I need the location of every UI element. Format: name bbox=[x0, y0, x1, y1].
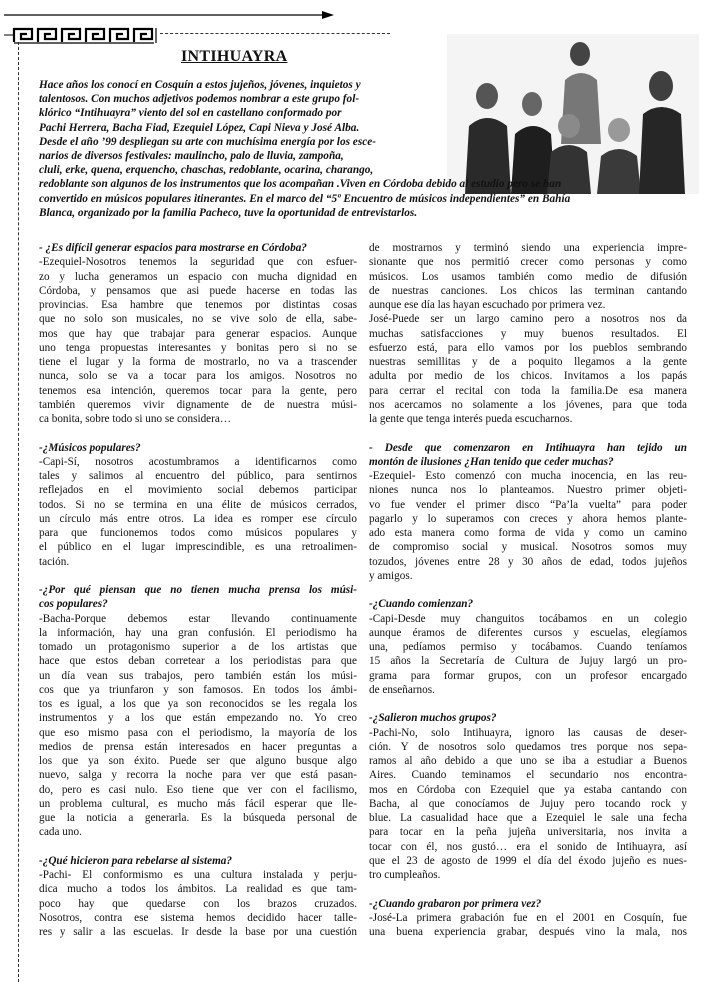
intro-line: redoblante son algunos de los instrumentos que los acompañan .Viven en Córdoba debido al estudio pero se han bbox=[39, 178, 562, 191]
question-line: cos populares? bbox=[39, 598, 108, 611]
answer-line: de enseñarnos. bbox=[369, 683, 435, 696]
answer-line: tación. bbox=[39, 555, 70, 568]
answer-line: de compromiso social y musical. Nosotros somos muy bbox=[369, 541, 687, 554]
question-line: -¿Cuando grabaron por primera vez? bbox=[369, 897, 542, 910]
answer-line: uno tenga propuestas interesantes y bonitas pero si no se bbox=[39, 341, 357, 354]
paragraph-gap bbox=[369, 882, 687, 896]
question-line: -¿Músicos populares? bbox=[39, 441, 141, 454]
answer-line: blue. La casualidad hace que a Ezequiel le sale una fecha bbox=[369, 812, 687, 824]
answer-line: res y salir a las escuelas. Ir desde la base por una cuestión bbox=[39, 926, 357, 938]
answer-line: mos que hay que trabajar para generar espacios. Aunque bbox=[39, 327, 357, 340]
question-line: -¿Salieron muchos grupos? bbox=[369, 712, 497, 725]
answer-line: ado esta manera como forma de vida y como un camino bbox=[369, 527, 687, 539]
answer-line: que no solo son musicales, no se vive solo de ella, sabe- bbox=[39, 313, 357, 326]
paragraph-gap bbox=[39, 426, 357, 440]
answer-line: esfuerzo está, para ello vamos por los pueblos sembrando bbox=[369, 341, 687, 354]
answer-line: zo y lucha generamos un espacio con mucha dignidad en bbox=[39, 270, 357, 283]
answer-line: reflejados en el movimiento social debemos participar bbox=[39, 484, 357, 497]
answer-line: una buena experiencia grabar, después vino la mala, nos bbox=[369, 926, 687, 938]
paragraph-gap bbox=[39, 840, 357, 854]
answer-line: tro cumpleaños. bbox=[369, 869, 441, 881]
answer-line: José-Puede ser un largo camino pero a nosotros nos da bbox=[369, 313, 687, 326]
answer-line: para cerrar el recital con toda la familia.De esa manera bbox=[369, 384, 687, 397]
answer-line: -Pachi- El conformismo es una cultura instalada y perju- bbox=[39, 869, 357, 881]
answer-line: tozudos, jóvenes entre 28 y 30 años de edad, todos jujeños bbox=[369, 555, 687, 568]
answer-line: aunque éramos de diferentes cursos y escuelas, elegíamos bbox=[369, 626, 687, 639]
dashed-rule bbox=[160, 33, 390, 34]
answer-line: vo fue vender el primer disco “Pa’la vuelta” para poder bbox=[369, 498, 687, 511]
intro-line: cluli, erke, quena, erquencho, chaschas, redoblante, ocarina, charango, bbox=[39, 164, 374, 177]
question-line: - ¿Es difícil generar espacios para mostrarse en Córdoba? bbox=[39, 242, 307, 254]
answer-line: tomado un protagonismo superior a de los artistas que bbox=[39, 641, 357, 653]
answer-line: un día vean sus trabajos, pero también están los músi- bbox=[39, 669, 357, 682]
answer-line: muchas satisfacciones y muy buenos resultados. El bbox=[369, 327, 687, 340]
answer-line: tos es igual, a los que ya son reconocidos se les regala los bbox=[39, 698, 357, 710]
answer-line: sionante que nos permitió crecer como personas y como bbox=[369, 256, 687, 269]
answer-line: para tocar en la peña jujeña universitaria, nos invita a bbox=[369, 826, 687, 839]
answer-line: -Ezequiel-Nosotros tenemos la seguridad que con esfuer- bbox=[39, 256, 357, 269]
intro-line: Blanca, organizado por la familia Pacheco, tuve la oportunidad de entrevistarlos. bbox=[39, 206, 418, 219]
answer-line: de nuestras canciones. Los chicos las terminan cantando bbox=[369, 284, 687, 297]
answer-line: ramos al año debido a que uno se iba a estudiar a Buenos bbox=[369, 755, 687, 767]
answer-line: cos que ya triunfaron y son famosos. En todos los ámbi- bbox=[39, 683, 357, 696]
answer-line: de mostrarnos y terminó siendo una experiencia impre- bbox=[369, 242, 687, 254]
answer-line: mos en Córdoba con Ezequiel que ya estaba cantando con bbox=[369, 783, 687, 796]
question-line: montón de ilusiones ¿Han tenido que ceder muchas? bbox=[369, 455, 614, 468]
answer-line: -Bacha-Porque debemos estar llevando continuamente bbox=[39, 612, 357, 625]
answer-line: -Capi-Sí, nosotros acostumbramos a identificarnos como bbox=[39, 455, 357, 468]
paragraph-gap bbox=[39, 569, 357, 583]
answer-line: -Ezequiel- Esto comenzó con mucha inocencia, en las reu- bbox=[369, 470, 687, 482]
answer-line: ción. Y de nosotros solo quedamos tres porque nos sepa- bbox=[369, 740, 687, 753]
greek-key-band-icon bbox=[4, 26, 159, 44]
answer-line: Nosotros, contra ese sistema hemos decidido hacer talle- bbox=[39, 911, 357, 924]
right-column bbox=[369, 241, 687, 939]
answer-line: 15 años la Secretaría de Cultura de Jujuy largó un pro- bbox=[369, 655, 687, 668]
intro-line: Desde el año ’99 despliegan su arte con muchísima energía por los esce- bbox=[39, 135, 377, 148]
answer-line: provincias. Esa hambre que tenemos por distintas cosas bbox=[39, 299, 357, 311]
paragraph-gap bbox=[369, 697, 687, 711]
answer-line: y amigos. bbox=[369, 569, 413, 582]
question-line: - Desde que comenzaron en Intihuayra han tejido un bbox=[369, 441, 687, 454]
answer-line: tocar con él, nos gustó… era el sonido de Intihuayra, así bbox=[369, 840, 687, 853]
answer-line: instrumentos y a los que están empezando no. Yo creo bbox=[39, 712, 357, 725]
intro-paragraph bbox=[39, 78, 697, 220]
answer-line: medios de prensa están interesados en hacer preguntas a bbox=[39, 740, 357, 753]
answer-line: nunca, solo se va a tocar para los amigos. Nosotros no bbox=[39, 370, 357, 383]
answer-line: poco hay que quedarse con los brazos cruzados. bbox=[39, 897, 357, 910]
answer-line: pagarlo y lo superamos con creces y ahora hemos plante- bbox=[369, 512, 687, 525]
answer-line: dica mucho a todos los ámbitos. La realidad es que tam- bbox=[39, 883, 357, 896]
answer-line: Bacha, al que conocíamos de Jujuy pero tocando rock y bbox=[369, 797, 687, 810]
answer-line: que eso mismo pasa con el periodismo, la mayoría de los bbox=[39, 726, 357, 739]
answer-line: un círculo más entre otros. La idea es romper ese círculo bbox=[39, 512, 357, 525]
answer-line: tenemos esa intención, queremos tocar para la gente, pero bbox=[39, 384, 357, 397]
answer-line: Córdoba, y pensamos que asi puede hacerse en todas las bbox=[39, 284, 357, 297]
intro-line: talentosos. Con muchos adjetivos podemos nombrar a este grupo fol- bbox=[39, 93, 360, 106]
paragraph-gap bbox=[369, 583, 687, 597]
intro-line: klórico “Intihuayra” viento del sol en castellano conformado por bbox=[39, 107, 342, 120]
intro-line: narios de diversos festivales: maulincho, palo de lluvia, zampoña, bbox=[39, 150, 344, 163]
answer-line: para que funcionemos todos como músicos populares y bbox=[39, 527, 357, 539]
article-title: INTIHUAYRA bbox=[181, 48, 288, 65]
answer-line: músicos. Los usamos también como medio de difusión bbox=[369, 270, 687, 283]
answer-line: adulta por medio de los chicos. Invitamos a los papás bbox=[369, 370, 687, 383]
question-line: -¿Por qué piensan que no tienen mucha prensa los músi- bbox=[39, 584, 357, 596]
answer-line: -Pachi-No, solo Intihuayra, ignoro las causas de deser- bbox=[369, 726, 687, 739]
left-column bbox=[39, 241, 357, 939]
answer-line: todos. Si no se termina en una élite de músicos cerrados, bbox=[39, 498, 357, 511]
dashed-margin-line bbox=[18, 42, 19, 982]
paragraph-gap bbox=[369, 426, 687, 440]
answer-line: do, pero es casi nulo. Eso tiene que ver con el facilismo, bbox=[39, 783, 357, 796]
intro-line: Hace años los conocí en Cosquín a estos jujeños, jóvenes, inquietos y bbox=[39, 79, 361, 91]
answer-line: hace que estos deban corretear a los periodistas para que bbox=[39, 655, 357, 668]
answer-line: nuestras semillitas y de a poquito llegamos a la gente bbox=[369, 356, 687, 368]
answer-line: tiene el lugar y la forma de mostrarlo, no va a trascender bbox=[39, 356, 357, 368]
answer-line: cada uno. bbox=[39, 826, 82, 839]
answer-line: grama para formar grupos, con un profesor encargado bbox=[369, 669, 687, 682]
answer-line: Aires. Cuando teminamos el secundario nos encontra- bbox=[369, 769, 687, 782]
answer-line: que el 23 de agosto de 1999 el día del éxodo jujeño es nues- bbox=[369, 854, 687, 867]
question-line: -¿Cuando comienzan? bbox=[369, 598, 474, 611]
answer-line: ca bonita, sobre todo si uno se considera… bbox=[39, 413, 232, 425]
answer-line: tales y salimos al encuentro del público, para sentirnos bbox=[39, 470, 357, 482]
answer-line: nos acercamos no solamente a los jóvenes, para que toda bbox=[369, 398, 687, 411]
answer-line: gue la noticia a generarla. Es la búsqueda personal de bbox=[39, 812, 357, 824]
intro-line: Pachi Herrera, Bacha Fiad, Ezequiel López, Capi Nieva y José Alba. bbox=[39, 121, 360, 134]
answer-line: aunque ese día las hayan escuchado por primera vez. bbox=[369, 299, 606, 311]
answer-line: un problema cultural, es mucho más fácil esperar que lle- bbox=[39, 797, 357, 810]
answer-line: los que ya son éxito. Puede ser que alguno busque algo bbox=[39, 755, 357, 767]
answer-line: -José-La primera grabación fue en el 2001 en Cosquín, fue bbox=[369, 911, 687, 924]
answer-line: niones nunca nos lo planteamos. Nuestro primer objeti- bbox=[369, 484, 687, 497]
arrow-right-icon bbox=[4, 10, 334, 20]
answer-line: -Capi-Desde muy changuitos tocábamos en un colegio bbox=[369, 612, 687, 625]
answer-line: nuevo, salga y recorra la noche para ver que está pasan- bbox=[39, 769, 357, 782]
answer-line: la gente que tenga interés pueda escucharnos. bbox=[369, 413, 573, 425]
answer-line: también queremos vivir dignamente de de nuestra músi- bbox=[39, 398, 357, 411]
answer-line: el público en el lugar imprescindible, es una retroalimen- bbox=[39, 541, 357, 554]
answer-line: la información, hay una gran confusión. El periodismo ha bbox=[39, 626, 357, 639]
intro-line: convertido en músicos populares itinerantes. En el marco del “5º Encuentro de músicos independientes” en Bahía bbox=[39, 192, 571, 205]
question-line: -¿Qué hicieron para rebelarse al sistema? bbox=[39, 854, 232, 867]
answer-line: una, pedíamos permiso y tocábamos. Cuando teníamos bbox=[369, 641, 687, 653]
